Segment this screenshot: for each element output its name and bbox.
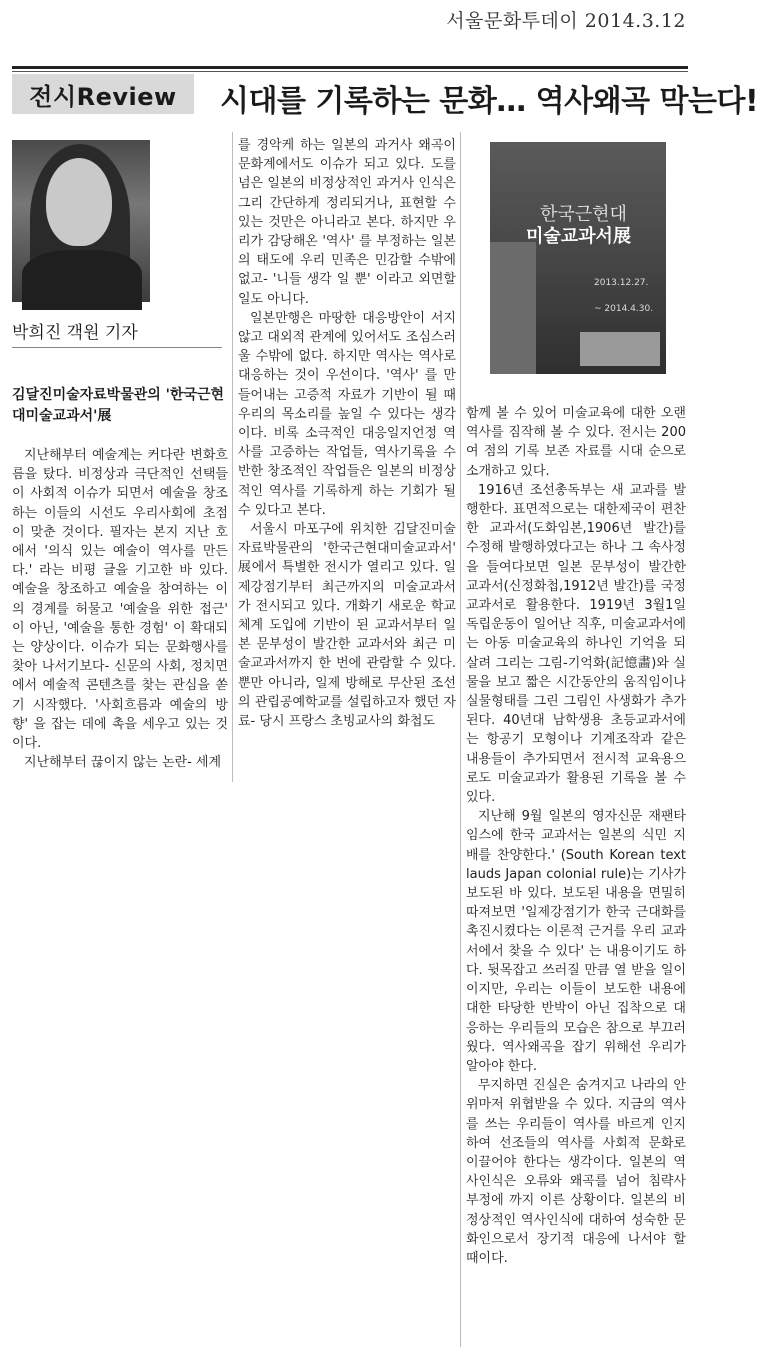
article-column-3	[466, 404, 686, 1268]
headline: 시대를 기록하는 문화… 역사왜곡 막는다!	[220, 84, 758, 119]
top-rule	[12, 66, 688, 69]
section-tag: 전시Review	[12, 74, 194, 114]
paragraph: 함께 볼 수 있어 미술교육에 대한 오랜 역사를 짐작해 볼 수 있다. 전시는 200여 점의 기록 보존 자료를 시대 순으로 소개하고 있다.	[466, 406, 686, 479]
paragraph: 지난해부터 예술계는 커다란 변화흐름을 탔다. 비정상과 극단적인 선택들이 사회적 이슈가 되면서 예술을 창조하는 이들의 시선도 우리사회에 초점이 맞춘 것이다. 필자는 본지 지난 호에서 '의식 있는 예술이 역사를 만든다.' 라는 비평 글을 기고한 바 있다. 예술을 창조하고 예술을 참여하는 이의 경계를 허물고 '예술을 위한 접근' 이 아닌, '예술을 통한 경험' 이 확대되는 양상이다. 이슈가 되는 문화행사를 찾아 나서기보다- 신문의 사회, 정치면에서 예술적 콘텐츠를 찾는 관심을 쏟기 시작했다. '사회흐름과 예술의 방향' 을 잡는 데에 촉을 세우고 있는 것이다.	[12, 448, 228, 752]
paragraph: 일본만행은 마땅한 대응방안이 서지 않고 대외적 관계에 있어서도 조심스러울 수밖에 없다. 하지만 역사는 역사로 대응하는 것이 우선이다. '역사' 를 만들어내는 고증적 자료가 기반이 될 때 우리의 목소리를 높일 수 있다는 생각이다. 비록 소극적인 대응일지언정 역사를 고증하는 작업들, 역사기록을 수반한 창조적인 작업들은 일본의 비정상적인 역사를 기록하게 하는 기회가 될 수 있다고 본다.	[238, 310, 456, 518]
article-column-1	[12, 446, 228, 772]
masthead: 서울문화투데이 2014.3.12	[446, 10, 686, 32]
poster-title-line1: 한국근현대	[540, 204, 627, 225]
poster-date-start: 2013.12.27.	[594, 278, 649, 288]
exhibition-poster	[490, 142, 666, 374]
column-divider	[460, 132, 461, 1347]
paragraph: 서울시 마포구에 위치한 김달진미술자료박물관의 '한국근현대미술교과서' 展에서 특별한 전시가 열리고 있다. 일제강점기부터 최근까지의 미술교과서가 전시되고 있다. 개화기 새로운 학교체계 도입에 기반이 된 교과서부터 일본 문부성이 발간한 교과서와 최근 미술교과서까지 한 번에 관람할 수 있다. 뿐만 아니라, 일제 방해로 무산된 조선의 관립공예학교를 설립하고자 했던 자료- 당시 프랑스 초빙교사의 화첩도	[238, 522, 456, 730]
reporter-photo	[12, 140, 150, 302]
byline: 박희진 객원 기자	[12, 323, 138, 343]
paragraph: 무지하면 진실은 숨겨지고 나라의 안위마저 위협받을 수 있다. 지금의 역사를 쓰는 우리들이 역사를 바르게 인지하여 선조들의 역사를 사회적 문화로 이끌어야 한다는 생각이다. 일본의 역사인식은 오류와 왜곡를 넘어 침략사 부정에 까지 이른 상황이다. 일본의 비정상적인 역사인식에 대하여 성숙한 문화인으로서 장기적 대응에 나서야 할 때이다.	[466, 1078, 686, 1266]
paragraph: 를 경악케 하는 일본의 과거사 왜곡이 문화계에서도 이슈가 되고 있다. 도를 넘은 일본의 비정상적인 과거사 인식은 그리 간단하게 정리되거나, 표현할 수 있는 것만은 아니라고 본다. 하지만 우리가 감당해온 '역사' 를 부정하는 일본의 태도에 우리 민족은 민감할 수밖에 없고- '니들 생각 일 뿐' 이라고 외면할 일도 아니다.	[238, 138, 456, 307]
subtitle: 김달진미술자료박물관의 '한국근현대미술교과서'展	[12, 387, 225, 424]
poster-title-line2: 미술교과서展	[526, 226, 631, 247]
column-divider	[232, 132, 233, 782]
poster-date-end: ~ 2014.4.30.	[594, 304, 654, 314]
top-rule-thin	[12, 71, 688, 72]
paragraph: 지난해 9월 일본의 영자신문 재팬타임스에 한국 교과서는 일본의 식민 지배를 찬양한다.' (South Korean text lauds Japan colonial rule)는 기사가 보도된 바 있다. 보도된 내용을 면밀히 따져보면 '일제강점기가 한국 근대화를 촉진시켰다는 이론적 근거를 우리 교과서에서 찾을 수 있다' 는 내용이기도 하다. 뒷목잡고 쓰러질 만큼 열 받을 일이이지만, 우리는 이들이 보도한 내용에 대한 타당한 반박이 아닌 집착으로 대응하는 우리들의 모습은 참으로 부끄러웠다. 역사왜곡을 잡기 위해선 우리가 알아야 한다.	[466, 809, 686, 1074]
paragraph: 1916년 조선총독부는 새 교과를 발행한다. 표면적으로는 대한제국이 편찬한 교과서(도화임본,1906년 발간)를 수정해 발행하였다고는 하나 그 속사정을 들여다보면 일본 문부성이 발간한 교과서(신정화첩,1912년 발간)를 국정교과서로 활용한다. 1919년 3월1일 독립운동이 일어난 직후, 미술교과서에는 아동 미술교육의 하나인 기억을 되살려 그리는 그림-기억화(記憶畵)와 실물을 보고 짧은 시간동안의 움직임이나 실물형태를 그린 그림인 사생화가 추가된다. 40년대 남학생용 초등교과서에는 항공기 모형이나 기계조작과 같은 내용들이 추가되면서 전시적 교육용으로도 미술교과가 활용된 기록을 볼 수 있다.	[466, 482, 686, 806]
article-column-2	[238, 136, 456, 731]
paragraph: 지난해부터 끊이지 않는 논란- 세계	[24, 755, 222, 771]
byline-rule	[12, 347, 222, 348]
